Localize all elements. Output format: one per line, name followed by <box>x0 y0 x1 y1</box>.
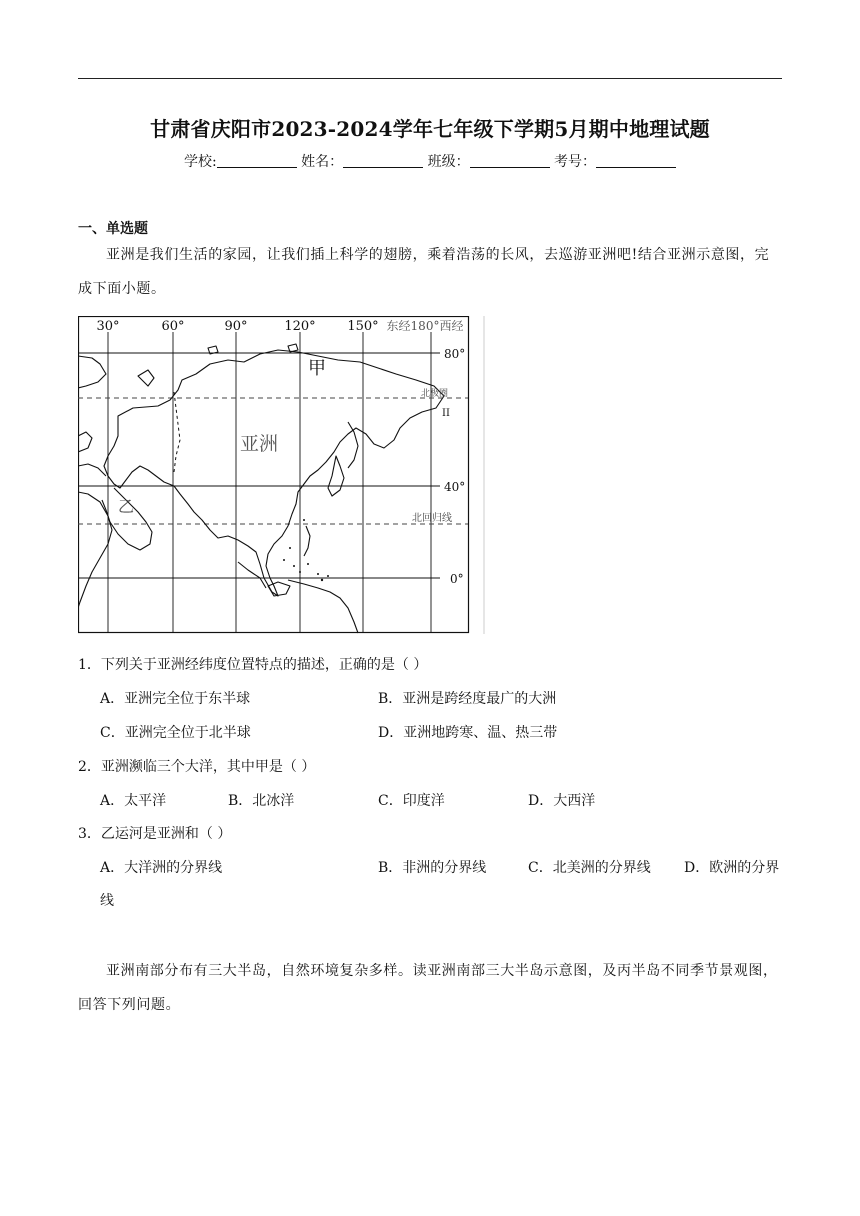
q3-option-b[interactable]: B．非洲的分界线 <box>378 860 487 876</box>
question-2-stem: 2．亚洲濒临三个大洋，其中甲是（ ） <box>78 759 316 775</box>
label-jia: 甲 <box>308 358 326 379</box>
question-1-stem: 1．下列关于亚洲经纬度位置特点的描述，正确的是（ ） <box>78 657 428 673</box>
q1-option-c[interactable]: C．亚洲完全位于北半球 <box>100 725 251 741</box>
lon-label: 90° <box>224 319 248 334</box>
exam-no-label: 考号： <box>554 154 597 170</box>
lat-label: 80° <box>444 347 466 361</box>
lon-label: 120° <box>284 319 316 334</box>
school-blank[interactable] <box>217 153 297 168</box>
asia-map <box>78 316 490 634</box>
asia-label: 亚洲 <box>240 433 279 455</box>
intro-paragraph-2: 亚洲南部分布有三大半岛，自然环境复杂多样。读亚洲南部三大半岛示意图，及丙半岛不同季节景观图，回答下列问题。 <box>78 963 778 1013</box>
q2-option-d[interactable]: D．大西洋 <box>528 793 596 809</box>
page-title: 甘肃省庆阳市2023-2024学年七年级下学期5月期中地理试题 <box>150 117 710 141</box>
name-blank[interactable] <box>343 153 423 168</box>
q2-option-c[interactable]: C．印度洋 <box>378 793 445 809</box>
lon-label: 60° <box>161 319 185 334</box>
strait-marks: II <box>442 408 450 419</box>
q3-option-c[interactable]: C．北美洲的分界线 <box>528 860 651 876</box>
q2-option-b[interactable]: B．北冰洋 <box>228 793 295 809</box>
lon-label: 150° <box>347 319 379 334</box>
lat-label: 40° <box>444 480 466 494</box>
name-label: 姓名： <box>301 154 344 170</box>
intro-paragraph-1: 亚洲是我们生活的家园，让我们插上科学的翅膀，乘着浩荡的长风，去巡游亚洲吧!结合亚洲示意图，完成下面小题。 <box>78 247 770 297</box>
question-3-stem: 3．乙运河是亚洲和（ ） <box>78 826 232 842</box>
section-title: 一、单选题 <box>78 221 148 237</box>
lon-label-180: 东经180°西经 <box>386 319 464 333</box>
exam-no-blank[interactable] <box>596 153 676 168</box>
lon-label: 30° <box>96 319 120 334</box>
tropic-cancer-label: 北回归线 <box>412 513 452 524</box>
q2-option-a[interactable]: A．太平洋 <box>100 793 167 809</box>
q1-option-a[interactable]: A．亚洲完全位于东半球 <box>100 691 251 707</box>
header-rule <box>78 78 782 79</box>
school-label: 学校: <box>183 154 217 170</box>
q3-option-d[interactable]: D．欧洲的分界 <box>684 860 780 876</box>
arctic-circle-label: 北极圈 <box>421 389 449 399</box>
lat-label: 0° <box>450 572 464 586</box>
q1-option-d[interactable]: D．亚洲地跨寒、温、热三带 <box>378 725 558 741</box>
q3-option-a[interactable]: A．大洋洲的分界线 <box>100 860 223 876</box>
class-label: 班级： <box>427 154 470 170</box>
label-yi: 乙 <box>118 497 135 516</box>
q1-option-b[interactable]: B．亚洲是跨经度最广的大洲 <box>378 691 557 707</box>
q3-option-d-wrap: 线 <box>100 893 114 909</box>
class-blank[interactable] <box>470 153 550 168</box>
student-info-line <box>0 151 860 171</box>
